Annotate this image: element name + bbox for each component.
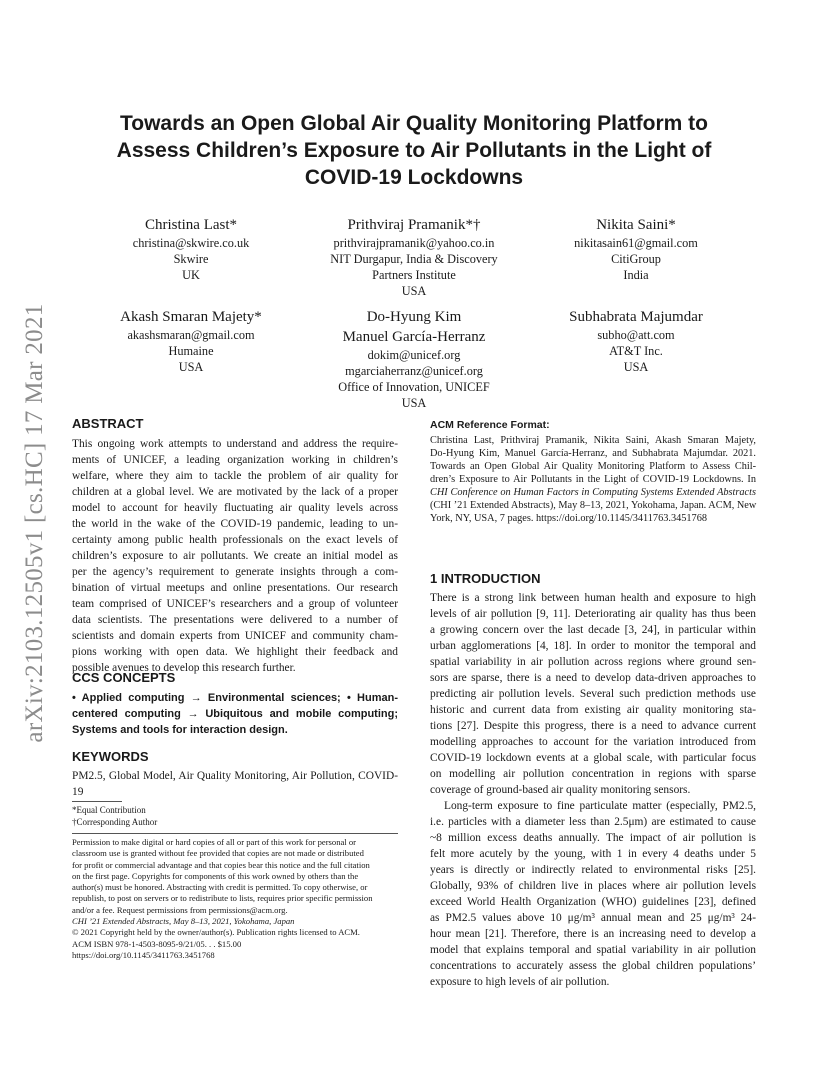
author-country: UK <box>182 268 200 282</box>
abstract-line: per the agency’s requirement to generate insights through a com- <box>72 566 398 578</box>
abstract-line: the world in the wake of the COVID-19 pandemic, leading to un- <box>72 518 398 530</box>
author-block <box>71 307 311 375</box>
permission-line: and/or a fee. Request permissions from permissions@acm.org. <box>72 904 288 915</box>
author-block <box>71 215 311 283</box>
author-email: mgarciaherranz@unicef.org <box>345 364 483 378</box>
ccs-heading: CCS CONCEPTS <box>72 670 176 685</box>
abstract-line: This ongoing work attempts to understand and address the require- <box>72 438 398 450</box>
author-name: Akash Smaran Majety* <box>120 309 262 325</box>
conference-line: CHI ’21 Extended Abstracts, May 8–13, 2021, Yokohama, Japan <box>72 916 295 927</box>
abstract-line: possible avenues to develop this research further. <box>72 662 296 674</box>
ccs-line: centered computing → Ubiquitous and mobile computing; <box>72 708 398 720</box>
acm-ref-line: Christina Last, Prithviraj Pramanik, Nikita Saini, Akash Smaran Majety, <box>430 435 756 446</box>
abstract-line: pions working with open data. We highlight their feedback and <box>72 646 398 658</box>
abstract-line: certainty among public health professionals on the exact levels of <box>72 534 398 546</box>
footnote: †Corresponding Author <box>72 817 158 827</box>
author-name: Christina Last* <box>144 217 238 233</box>
author-email: akashsmaran@gmail.com <box>127 328 255 342</box>
abstract-line: data scientists. The presentations were delivered to a number of <box>72 614 398 626</box>
abstract-line: team comprised of UNICEF’s researchers and a group of volunteer <box>72 598 398 610</box>
author-email: nikitasain61@gmail.com <box>574 236 698 250</box>
intro-line: years is directly or indirectly related to environmental risks [25]. <box>430 864 756 876</box>
intro-line: historic and current data from existing air quality monitoring sta- <box>430 704 756 716</box>
author-email: subho@att.com <box>597 328 675 342</box>
intro-line: model that explains temporal and spatial variability in air pollution <box>430 944 756 956</box>
abstract-line: model to account for heavily fluctuating air quality levels across <box>72 502 398 514</box>
author-block <box>294 215 534 299</box>
intro-line: Globally, 93% of children live in places where air pollution levels <box>430 880 756 892</box>
abstract-line: bination of virtual meetups and online presentations. Our research <box>72 582 398 594</box>
intro-line: as PM2.5 values above 10 μg/m³ annual mean and 25 μg/m³ 24- <box>430 912 756 924</box>
title-line: COVID-19 Lockdowns <box>304 166 524 189</box>
acm-ref-line: (CHI ’21 Extended Abstracts), May 8–13, 2021, Yokohama, Japan. ACM, New <box>430 500 757 511</box>
keywords-line: PM2.5, Global Model, Air Quality Monitoring, Air Pollution, COVID- <box>72 770 398 782</box>
intro-line: on modelling air pollution concentration in regions with sparse <box>430 768 756 780</box>
author-name: Manuel García-Herranz <box>342 329 486 345</box>
permission-line: republish, to post on servers or to redistribute to lists, requires prior specific permission <box>72 893 373 904</box>
intro-heading: 1 INTRODUCTION <box>430 571 541 586</box>
intro-line: sors are sparse, there is a need to develop data-driven approaches to <box>430 672 756 684</box>
keywords-heading: KEYWORDS <box>72 749 149 764</box>
permission-line: author(s) must be honored. Abstracting with credit is permitted. To copy otherwise, or <box>72 882 368 893</box>
intro-line: levels of air pollution [9, 11]. Deteriorating air quality has thus been <box>430 608 756 620</box>
author-affiliation: CitiGroup <box>611 252 661 266</box>
permission-line: on the first page. Copyrights for components of this work owned by others than the <box>72 870 359 881</box>
abstract-line: ments of UNICEF, a leading organization working in children’s <box>72 454 398 466</box>
abstract-line: welfare, where they aim to tackle the problem of air quality for <box>72 470 398 482</box>
intro-line: predicting air pollution levels. Several such prediction methods use <box>430 688 756 700</box>
acm-ref-line: CHI Conference on Human Factors in Computing Systems Extended Abstracts <box>430 487 756 498</box>
intro-line: felt more acutely by the young, with 1 in every 4 deaths under 5 <box>430 848 756 860</box>
author-affiliation: Partners Institute <box>372 268 456 282</box>
author-affiliation: Humaine <box>168 344 214 358</box>
intro-line: exposure to high levels of air pollution. <box>430 976 610 988</box>
intro-line: hour mean [21]. Therefore, there is an increasing need to develop a <box>430 928 756 940</box>
permission-rule <box>72 833 398 834</box>
author-name: Subhabrata Majumdar <box>569 309 703 325</box>
intro-line: i.e. particles with a diameter less than 2.5μm) are estimated to cause <box>430 816 756 828</box>
paper-title <box>70 110 758 191</box>
intro-line: modelling approaches to account for the variation introduced from <box>430 736 756 748</box>
title-line: Assess Children’s Exposure to Air Pollutants in the Light of <box>116 139 712 162</box>
acm-ref-line: dren’s Exposure to Air Pollutants in the Light of COVID-19 Lockdowns. In <box>430 474 756 485</box>
acm-ref-line: Do-Hyung Kim, Manuel García-Herranz, and Subhabrata Majumdar. 2021. <box>430 448 756 459</box>
footnote-rule <box>72 801 122 802</box>
intro-line: concentrations to accurately assess the global children populations’ <box>430 960 756 972</box>
author-affiliation: Office of Innovation, UNICEF <box>338 380 490 394</box>
doi-line: https://doi.org/10.1145/3411763.3451768 <box>72 949 215 960</box>
ccs-line: • Applied computing → Environmental sciences; • Human- <box>72 692 398 704</box>
permission-line: Permission to make digital or hard copies of all or part of this work for personal or <box>72 837 357 847</box>
author-block <box>516 307 756 375</box>
author-block <box>516 215 756 283</box>
intro-line: Long-term exposure to fine particulate matter (especially, PM2.5, <box>444 800 756 812</box>
intro-line: COVID-19 lockdown events at a global scale, with particular focus <box>430 752 756 764</box>
abstract-heading: ABSTRACT <box>72 416 144 431</box>
permission-line: classroom use is granted without fee provided that copies are not made or distributed <box>72 848 364 859</box>
intro-line: ~8 million excess deaths annually. The impact of air pollution is <box>430 832 756 844</box>
ccs-line: Systems and tools for interaction design. <box>72 724 288 736</box>
footnote: *Equal Contribution <box>72 805 146 815</box>
abstract-line: scientists and domain experts from UNICEF and community cham- <box>72 630 398 642</box>
author-country: USA <box>178 360 204 374</box>
intro-line: a growing concern over the last decade [3, 24], in particular within <box>430 624 756 636</box>
permission-line: for profit or commercial advantage and that copies bear this notice and the full citation <box>72 859 370 870</box>
author-name: Nikita Saini* <box>596 217 676 233</box>
arxiv-identifier-text: arXiv:2103.12505v1 [cs.HC] 17 Mar 2021 <box>21 302 48 743</box>
author-email: christina@skwire.co.uk <box>132 236 250 250</box>
author-country: India <box>623 268 649 282</box>
author-name: Do-Hyung Kim <box>366 309 462 325</box>
author-email: prithvirajpramanik@yahoo.co.in <box>333 236 495 250</box>
author-email: dokim@unicef.org <box>367 348 461 362</box>
isbn-line: ACM ISBN 978-1-4503-8095-9/21/05. . . $15.00 <box>72 938 242 949</box>
intro-line: urban agglomerations [4, 18]. In order to monitor the temporal and <box>430 640 756 652</box>
abstract-line: children’s exposure to air pollutants. We create an initial model as <box>72 550 398 562</box>
author-affiliation: AT&T Inc. <box>609 344 663 358</box>
ccs-body <box>72 690 398 738</box>
arxiv-identifier <box>22 285 48 760</box>
title-line: Towards an Open Global Air Quality Monitoring Platform to <box>119 112 709 135</box>
acm-ref-body <box>430 434 756 525</box>
acm-ref-line: Towards an Open Global Air Quality Monitoring Platform to Assess Chil- <box>430 461 756 472</box>
abstract-body <box>72 436 398 676</box>
acm-ref-line: York, NY, USA, 7 pages. https://doi.org/10.1145/3411763.3451768 <box>430 513 707 524</box>
intro-line: exceed World Health Organization (WHO) guidelines [23], defined <box>430 896 756 908</box>
intro-line: tions [27]. Despite this progress, there is a need to advance current <box>430 720 756 732</box>
footnotes <box>72 804 157 828</box>
author-block <box>294 307 534 411</box>
intro-body <box>430 590 756 990</box>
author-affiliation: NIT Durgapur, India & Discovery <box>330 252 498 266</box>
author-name: Prithviraj Pramanik*† <box>347 217 481 233</box>
acm-ref-heading: ACM Reference Format: <box>430 419 550 431</box>
intro-line: spatial variability in air pollution across regions where ground sen- <box>430 656 756 668</box>
keywords-body <box>72 768 398 800</box>
copyright-line: © 2021 Copyright held by the owner/author(s). Publication rights licensed to ACM. <box>72 927 360 938</box>
permission-block <box>72 837 398 961</box>
abstract-line: children at a global level. We are motivated by the lack of a proper <box>72 486 398 498</box>
intro-line: There is a strong link between human health and exposure to high <box>430 592 756 604</box>
author-affiliation: Skwire <box>173 252 209 266</box>
intro-line: coverage of ground-based air quality monitoring sensors. <box>430 784 691 796</box>
author-country: USA <box>401 396 427 410</box>
author-country: USA <box>623 360 649 374</box>
author-country: USA <box>401 284 427 298</box>
keywords-line: 19 <box>72 786 84 798</box>
